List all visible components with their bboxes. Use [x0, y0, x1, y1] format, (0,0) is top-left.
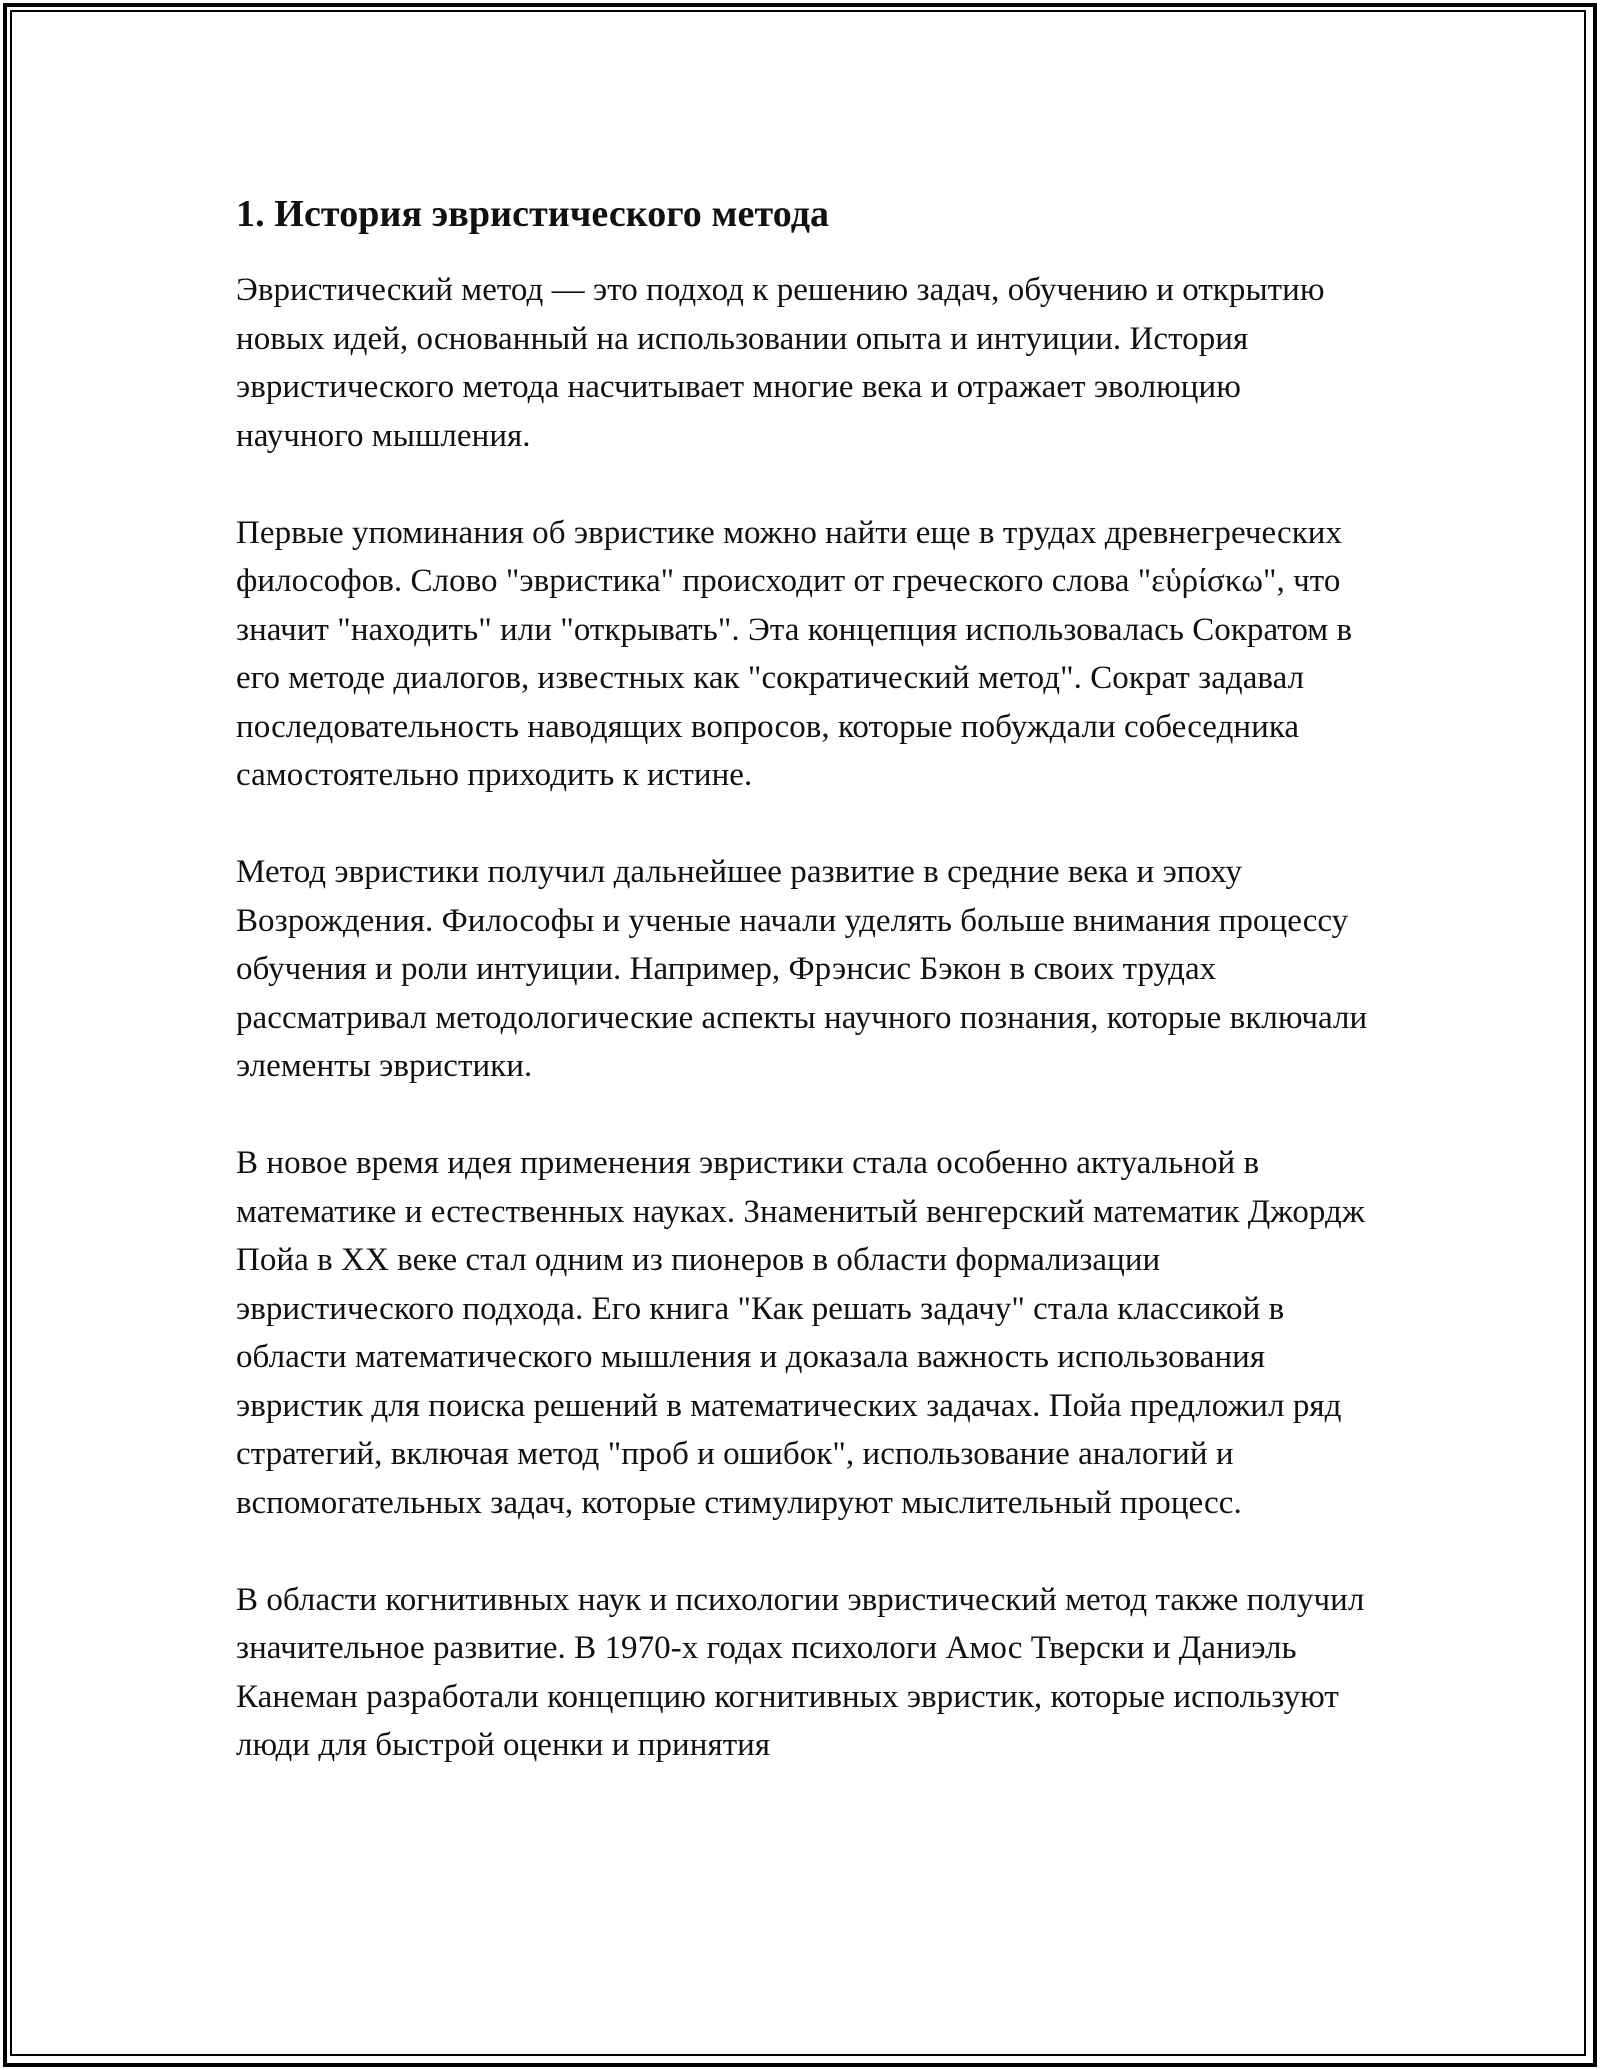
paragraph-ancient-greece: Первые упоминания об эвристике можно найти еще в трудах древнегреческих философов. Слово "эвристика" происходит от греческого слова "εὑρίσκω", что значит "находить" или "открывать". Эта концепция использовалась Сократом в его методе диалогов, известных как "сократический метод". Сократ задавал последовательность наводящих вопросов, которые побуждали собеседника самостоятельно приходить к истине.: [236, 514, 1353, 793]
paragraph-intro: Эвристический метод — это подход к решению задач, обучению и открытию новых идей, основанный на использовании опыта и интуиции. История эвристического метода насчитывает многие века и отражает эволюцию научного мышления.: [236, 272, 1325, 454]
document-body: [236, 184, 1376, 1770]
paragraph-cognitive-science: В области когнитивных наук и психологии эвристический метод также получил значительное развитие. В 1970-х годах психологи Амос Тверски и Даниэль Канеман разработали концепцию когнитивных эвристик, которые используют люди для быстрой оценки и принятия: [236, 1581, 1365, 1763]
paragraph-modern-era: В новое время идея применения эвристики стала особенно актуальной в математике и естественных науках. Знаменитый венгерский математик Джордж Пойа в XX веке стал одним из пионеров в области формализации эвристического подхода. Его книга "Как решать задачу" стала классикой в области математического мышления и доказала важность использования эвристик для поиска решений в математических задачах. Пойа предложил ряд стратегий, включая метод "проб и ошибок", использование аналогий и вспомогательных задач, которые стимулируют мыслительный процесс.: [236, 1145, 1365, 1521]
section-title: 1. История эвристического метода: [236, 193, 830, 235]
paragraph-middle-ages: Метод эвристики получил дальнейшее развитие в средние века и эпоху Возрождения. Философы и ученые начали уделять больше внимания процессу обучения и роли интуиции. Например, Фрэнсис Бэкон в своих трудах рассматривал методологические аспекты научного познания, которые включали элементы эвристики.: [236, 854, 1368, 1084]
